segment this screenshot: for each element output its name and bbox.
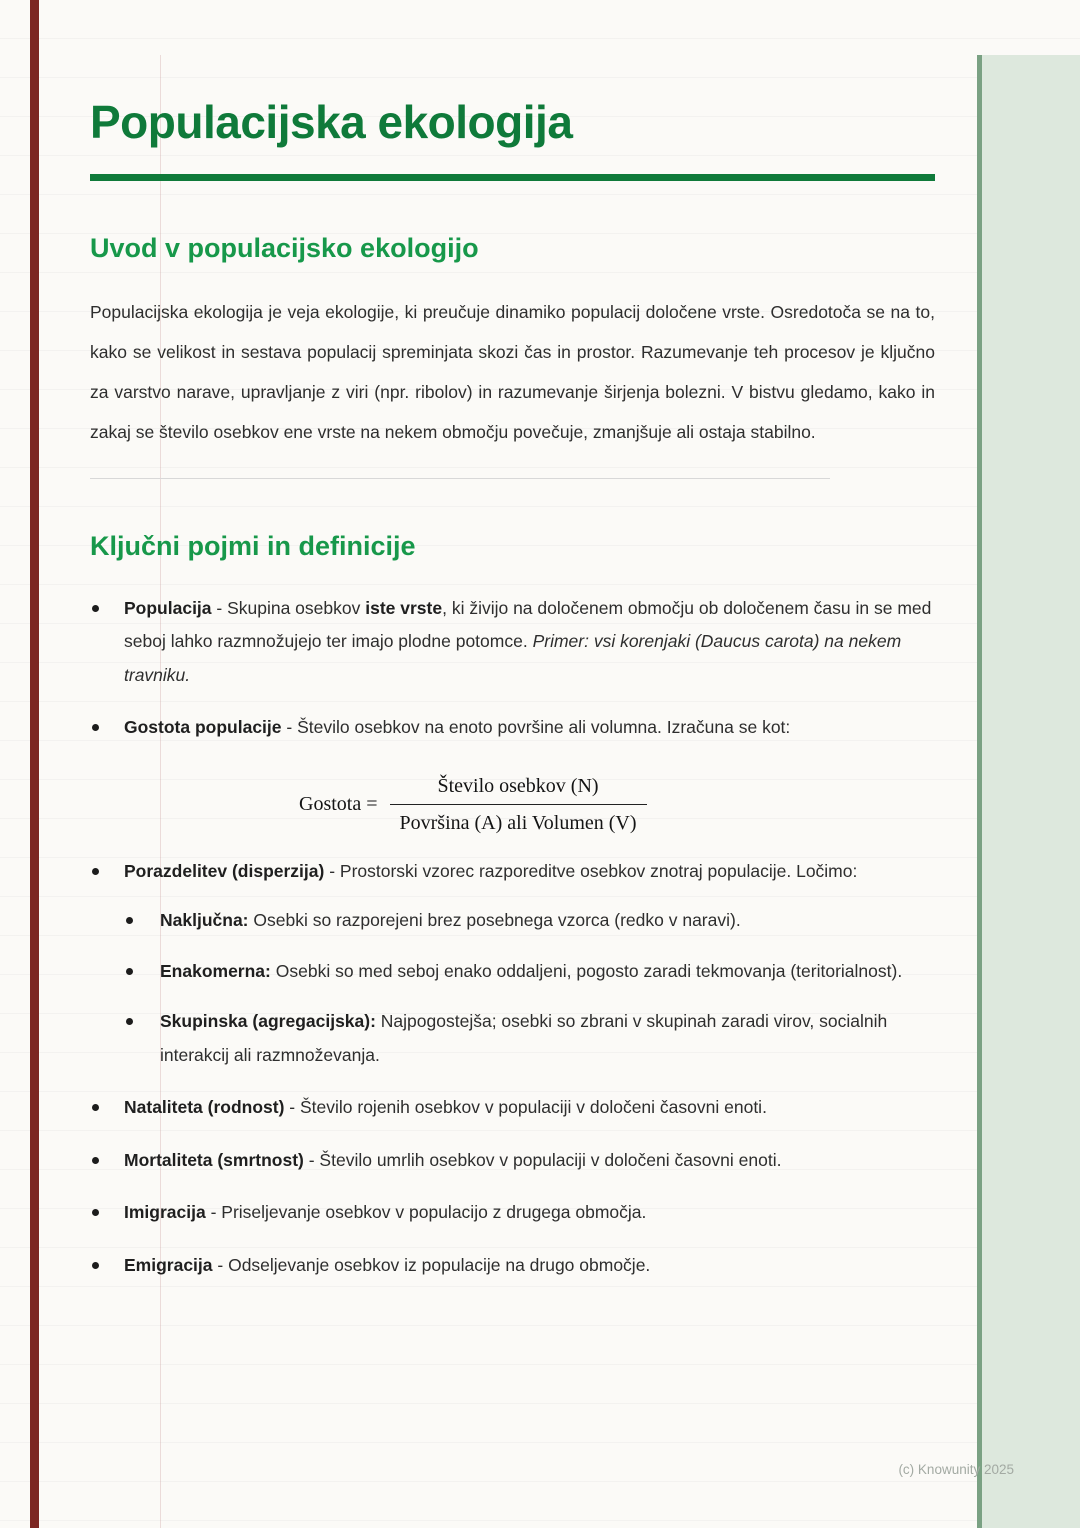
bullet-porazdelitev <box>90 855 935 1073</box>
term-emigracija: Emigracija <box>124 1254 213 1275</box>
term-nakljucna: Naključna: <box>160 910 249 931</box>
term-gostota: Gostota populacije <box>124 717 282 738</box>
intro-paragraph: Populacijska ekologija je veja ekologije, ki preučuje dinamiko populacij določene vrste. Osredotoča se na to, kako se velikost in sestava populacij spreminjata skozi čas in prostor. Razumevanje teh procesov je ključno za varstvo narave, upravljanje z viri (npr. ribolov) in razumevanje širjenja bolezni. V bistvu gledamo, kako in zakaj se število osebkov ene vrste na nekem območju povečuje, zmanjšuje ali ostaja stabilno. <box>90 301 935 442</box>
bullet-text <box>124 1202 646 1222</box>
bullet-body: - Število rojenih osebkov v populaciji v določeni časovni enoti. <box>284 1097 767 1118</box>
bullet-text <box>124 717 790 737</box>
key-terms-list <box>90 592 935 1283</box>
term-mortaliteta: Mortaliteta (smrtnost) <box>124 1149 304 1170</box>
section-heading-intro: Uvod v populacijsko ekologijo <box>90 232 479 263</box>
bullet-dot-icon <box>92 868 99 875</box>
section-divider <box>90 478 830 479</box>
dispersion-sublist <box>124 904 935 1072</box>
formula-lhs: Gostota = <box>299 793 378 816</box>
bullet-body: , ki živijo na določenem območju ob določenem času in se med seboj lahko razmnožujejo ter imajo plodne potomce. <box>124 597 932 652</box>
bullet-body: Osebki so med seboj enako oddaljeni, pogosto zaradi tekmovanja (teritorialnost). <box>270 960 903 981</box>
bullet-dot-icon <box>126 917 133 924</box>
bullet-imigracija <box>90 1196 935 1230</box>
bullet-body: Najpogostejša; osebki so zbrani v skupinah zaradi virov, socialnih interakcij ali razmnoževanja. <box>160 1011 888 1065</box>
bullet-emigracija <box>90 1249 935 1283</box>
term-porazdelitev: Porazdelitev (disperzija) <box>124 860 325 881</box>
term-nataliteta: Nataliteta (rodnost) <box>124 1097 285 1118</box>
bullet-body: - Število umrlih osebkov v populaciji v določeni časovni enoti. <box>303 1149 782 1170</box>
watermark: (c) Knowunity 2025 <box>898 1462 1014 1477</box>
formula-denominator: Površina (A) ali Volumen (V) <box>399 811 637 834</box>
bullet-text <box>124 1255 650 1275</box>
bullet-populacija <box>90 592 935 693</box>
bullet-mortaliteta <box>90 1144 935 1178</box>
bullet-body: - Skupina osebkov <box>211 597 366 618</box>
bullet-nataliteta <box>90 1091 935 1125</box>
example-note: Primer: vsi korenjaki (Daucus carota) na nekem travniku. <box>124 631 902 685</box>
bullet-dot-icon <box>92 1157 99 1164</box>
bullet-text <box>124 1097 767 1117</box>
density-formula <box>299 773 935 836</box>
formula-numerator: Število osebkov (N) <box>390 773 647 805</box>
bullet-dot-icon <box>126 968 133 975</box>
sub-bullet-skupinska <box>124 1005 935 1072</box>
bullet-text <box>160 1011 887 1065</box>
section-heading-key-terms: Ključni pojmi in definicije <box>90 530 416 561</box>
bullet-dot-icon <box>92 1209 99 1216</box>
bullet-dot-icon <box>92 605 99 612</box>
title-underline <box>90 174 935 181</box>
bullet-body: - Odseljevanje osebkov iz populacije na drugo območje. <box>212 1254 651 1275</box>
bullet-body: - Število osebkov na enoto površine ali volumna. Izračuna se kot: <box>281 717 791 738</box>
bullet-dot-icon <box>92 1104 99 1111</box>
formula-fraction <box>390 773 647 836</box>
page-title: Populacijska ekologija <box>90 96 573 148</box>
sub-bullet-nakljucna <box>124 904 935 938</box>
term-skupinska: Skupinska (agregacijska): <box>160 1011 376 1032</box>
bullet-dot-icon <box>92 724 99 731</box>
bullet-text <box>124 1150 781 1170</box>
bullet-text <box>160 910 741 930</box>
bullet-text <box>124 861 857 881</box>
bullet-body: - Priseljevanje osebkov v populacijo z drugega območja. <box>205 1202 647 1223</box>
bullet-text <box>160 961 902 981</box>
bullet-body: Osebki so razporejeni brez posebnega vzorca (redko v naravi). <box>248 910 741 931</box>
emphasis-iste-vrste: iste vrste <box>365 597 443 618</box>
term-populacija: Populacija <box>124 597 212 618</box>
term-imigracija: Imigracija <box>124 1202 206 1223</box>
bullet-gostota <box>90 711 935 836</box>
bullet-dot-icon <box>92 1262 99 1269</box>
bullet-dot-icon <box>126 1018 133 1025</box>
bullet-text <box>124 598 931 685</box>
bullet-body: - Prostorski vzorec razporeditve osebkov znotraj populacije. Ločimo: <box>324 860 858 881</box>
sub-bullet-enakomerna <box>124 955 935 989</box>
term-enakomerna: Enakomerna: <box>160 960 271 981</box>
